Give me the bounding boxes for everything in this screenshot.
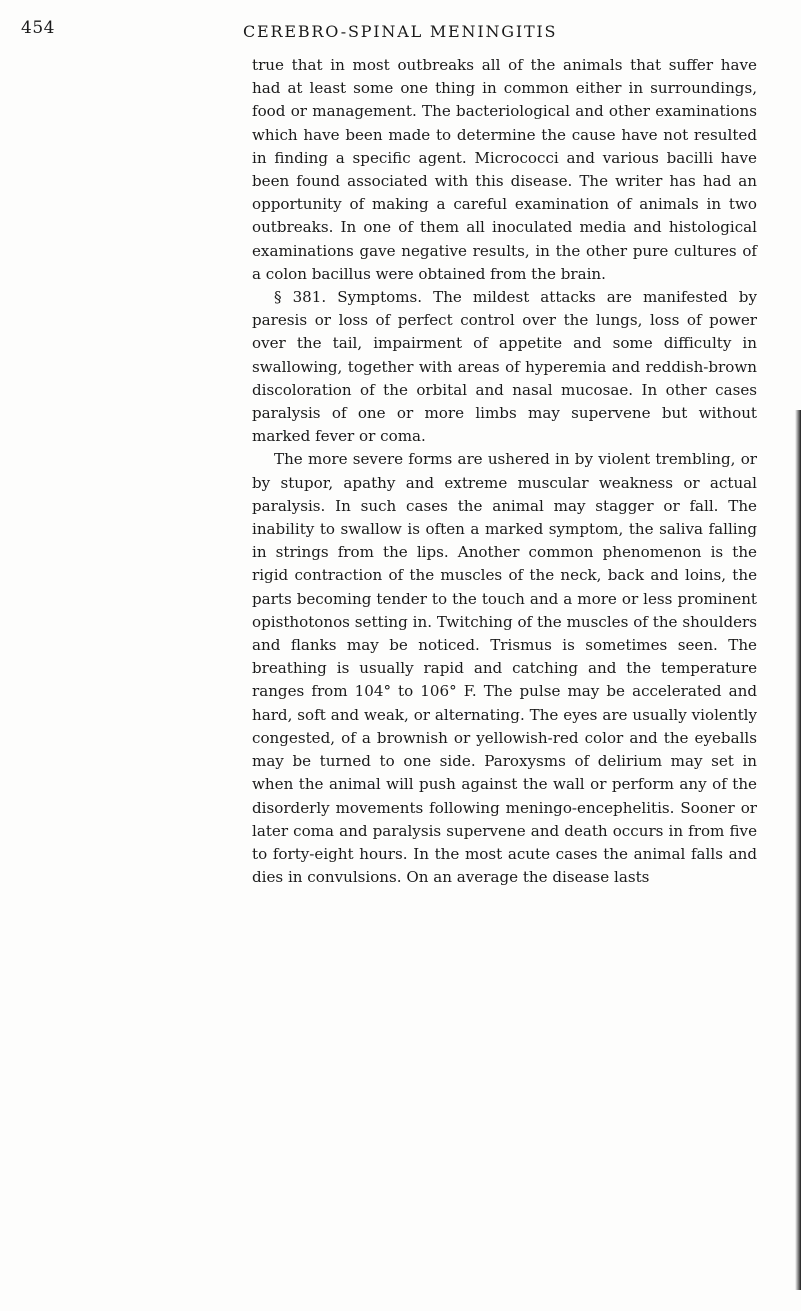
paragraph-text: The more severe forms are ushered in by violent trembling, or by stupor, apathy and extreme muscular weakness or actual paralysis. In such cases the animal may stagger or fall. The inability to swallow is often a marked symptom, the saliva falling in strings from the lips. Another common phenomenon is the rigid contraction of the muscles of the neck, back and loins, the parts becoming tender to the touch and a more or less prominent opisthotonos setting in. Twitching of the muscles of the shoulders and flanks may be noticed. Trismus is sometimes seen. The breathing is usually rapid and catching and the temperature ranges from 104° to 106° F. The pulse may be accelerated and hard, soft and weak, or alternating. The eyes are usually violently congested, of a brownish or yellowish-red color and the eyeballs may be turned to one side. Paroxysms of delirium may set in when the animal will push against the wall or perform any of the disorderly movements following meningo-encephelitis. Sooner or later coma and paralysis supervene and death occurs in from five to forty-eight hours. In the most acute cases the animal falls and dies in convulsions. On an average the disease lasts — [252, 450, 757, 887]
section-heading: Symptoms. — [337, 288, 423, 307]
paragraph-severe-forms — [252, 448, 757, 889]
page-edge-shadow — [795, 410, 801, 1290]
paragraph-symptoms — [252, 286, 757, 448]
running-head: CEREBRO-SPINAL MENINGITIS — [243, 22, 558, 41]
paragraph-text: true that in most outbreaks all of the animals that suffer have had at least some one thing in common either in surroundings, food or management. The bacteriological and other examinations which have been made to determine the cause have not resulted in finding a specific agent. Micrococci and various bacilli have been found associated with this disease. The writer has had an opportunity of making a careful examination of animals in two outbreaks. In one of them all inoculated media and histological examinations gave negative results, in the other pure cultures of a colon bacillus were obtained from the brain. — [252, 56, 757, 283]
section-number: § 381. — [274, 288, 327, 307]
page-number: 454 — [21, 18, 55, 38]
paragraph-text: The mildest attacks are manifested by paresis or loss of perfect control over the lungs, loss of power over the tail, impairment of appetite and some difficulty in swallowing, together with areas of hyperemia and reddish-brown discoloration of the orbital and nasal mucosae. In other cases paralysis of one or more limbs may supervene but without marked fever or coma. — [252, 288, 757, 446]
paragraph-causes — [252, 54, 757, 286]
body-text — [252, 54, 757, 889]
